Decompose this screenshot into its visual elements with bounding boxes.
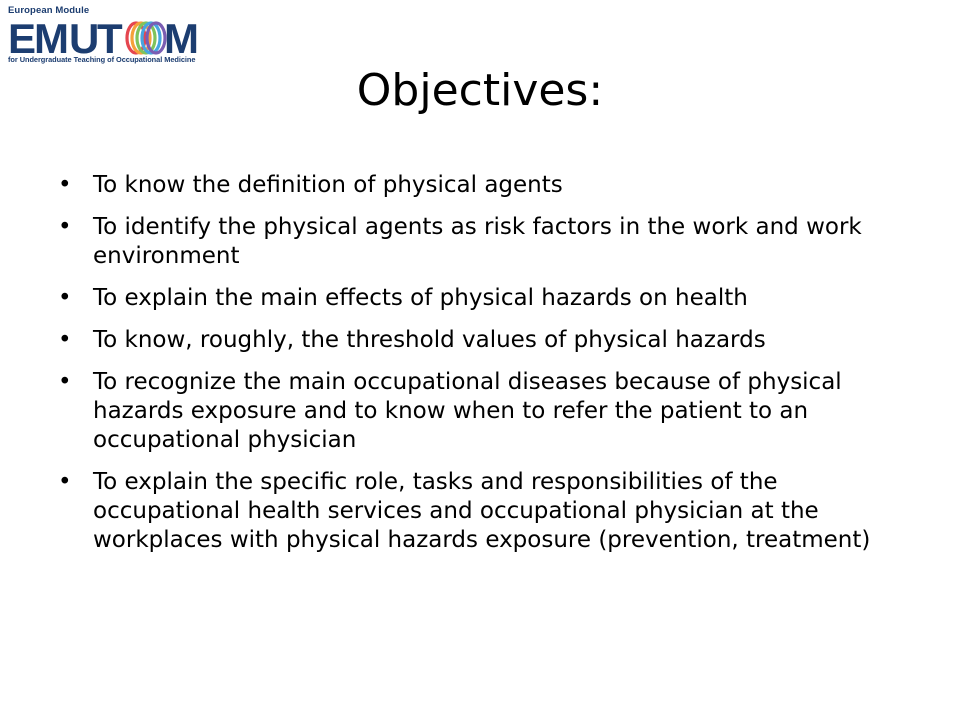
bullet-icon: • — [58, 469, 72, 495]
logo-letter: E — [8, 15, 37, 57]
logo-letter: T — [97, 15, 123, 57]
logo-tagline: for Undergraduate Teaching of Occupational Medicine — [8, 55, 196, 64]
emutom-logo — [8, 5, 208, 67]
logo-rings-icon — [127, 23, 165, 53]
list-item-text: To explain the specific role, tasks and responsibilities of the occupational health services and occupational physician at the workplaces with physical hazards exposure (prevention, treatment) — [93, 469, 871, 553]
logo-letter: M — [164, 15, 199, 57]
objectives-list — [58, 171, 908, 555]
list-item-text: To identify the physical agents as risk factors in the work and work environment — [93, 214, 862, 269]
bullet-icon: • — [58, 214, 72, 240]
logo-top-text: European Module — [8, 5, 90, 16]
logo-wordmark — [8, 13, 208, 57]
bullet-icon: • — [58, 285, 72, 311]
list-item-text: To know the definition of physical agents — [93, 172, 563, 198]
list-item — [58, 368, 908, 455]
list-item — [58, 284, 908, 313]
logo-letter: M — [34, 15, 69, 57]
list-item — [58, 171, 908, 200]
list-item — [58, 213, 908, 271]
list-item-text: To know, roughly, the threshold values of physical hazards — [93, 327, 766, 353]
bullet-icon: • — [58, 172, 72, 198]
slide-title: Objectives: — [356, 65, 604, 116]
bullet-icon: • — [58, 369, 72, 395]
list-item — [58, 326, 908, 355]
list-item — [58, 468, 908, 555]
list-item-text: To explain the main effects of physical hazards on health — [93, 285, 748, 311]
list-item-text: To recognize the main occupational diseases because of physical hazards exposure and to know when to refer the patient to an occupational physician — [93, 369, 842, 453]
slide-content — [58, 171, 908, 568]
bullet-icon: • — [58, 327, 72, 353]
logo-letter: U — [69, 15, 100, 57]
